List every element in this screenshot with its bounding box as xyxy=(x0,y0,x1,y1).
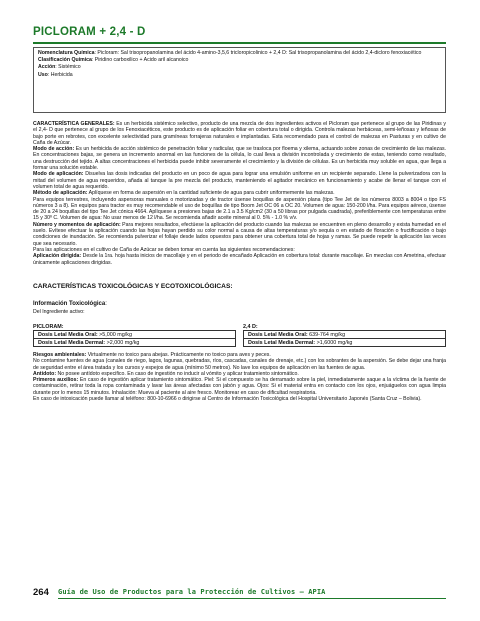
numero-label: Número y momentos de aplicación: xyxy=(33,221,121,228)
uso-label: Uso xyxy=(38,71,48,78)
antidoto-label: Antídoto: xyxy=(33,370,57,377)
guide-title: Guía de Uso de Productos para la Protección de Cultivos – APIA xyxy=(58,588,326,596)
title-underline xyxy=(33,42,446,44)
nomenclatura-value: : Picloram: Sal trisopropanolamina del ácido 4-amino-3,5,6 tricloropicolinico + 2,4 D: Sal trisopropanolamina del ácido 2,4-dicloro fenoxiacético xyxy=(94,50,422,56)
auxilios-label: Primeros auxilios: xyxy=(33,377,79,384)
riesgos-detail-paragraph: No contamine fuentes de agua (canales de riego, lagos, lagunas, quebradas, ríos, cascadas, canales de drenaje, etc.) con los sobrantes de la aspersión. Se debe dejar una franja de seguridad entre el área tratada y los cursos y espejos de agua (mínimo 50 metros). No lave los equipos de aplicación en las fuentes de agua. xyxy=(33,358,446,371)
nomenclatura-row xyxy=(38,50,441,57)
page-title: PICLORAM + 2,4 - D xyxy=(33,26,146,38)
tox-section-title: CARACTERÍSTICAS TOXICOLÓGICAS Y ECOTOXICOLÓGICAS: xyxy=(33,283,233,290)
metodo-detail-paragraph: Para equipos terrestres, incluyendo aspersoras manuales o motorizadas y de tractor úsense boquillas de aspersión plana (tipo Tee Jet de los números 8003 a 8004 o tipo FS números 3 a 8). En equipos para tractor es muy recomendable el uso de boquillas de tipo Boom Jet OC 06 a OC 20. Volumen de agua: 150-200 l/ha. Para equipos aéreos, úsense de 20 a 24 boquillas del tipo Tee Jet cónica 4664. Aplíquese a presiones bajas de 2.1 a 3.5 Kg/cm2 (30 a 50 libras por pulgada cuadrada), preferiblemente con temperaturas entre 15 y 30º C. Volumen de agua: No usar menos de 12 l/ha. Se recomienda añadir aceite mineral al 0. 5% - 1.0 % v/v. xyxy=(33,196,446,222)
modo-aplicacion-text: Disuelva las dosis indicadas del producto en un poco de agua para lograr una emulsión uniforme en un recipiente separado. Llene la pulverizadora con la mitad del volumen de agua requeridos, añada al tanque la pre mezcla del producto, manteniendo el agitador mecánico en funcionamiento y acabe de llenar el tanque con el volumen total de agua requerido. xyxy=(33,171,446,190)
intoxicacion-paragraph: En caso de intoxicación puede llamar al teléfono: 800-10-6966 o dirigirse al Centro de Información Toxicológica del Hospital Universitario Japonés (Santa Cruz – Bolivia). xyxy=(33,396,422,403)
clasificacion-row xyxy=(38,57,441,64)
d24-dermal-value: >1,6000 mg/kg xyxy=(315,340,353,346)
picloram-oral-cell xyxy=(33,331,236,339)
picloram-dermal-cell xyxy=(33,339,236,347)
d24-head: 2,4 D: xyxy=(243,323,446,331)
d24-column xyxy=(243,323,446,347)
modo-aplicacion-label: Modo de aplicación: xyxy=(33,171,84,178)
caracteristica-text: Es un herbicida sistémico selectivo, producto de una mezcla de dos ingredientes activos el Picloram que pertenece al grupo de las Piridinas y el 2,4- D que pertenece al grupo de los Fenoxiacéticos, este producto es de aplicación foliar en cobertura total o dirigida. Controla malezas herbáceas, semi-leñosas y leñosas de bajo porte en rebrotes, con excelente selectividad para gramíneas forrajeras naturales e implantadas. Esta recomendado para el control de malezas en Pasturas y en cultivo de Caña de Azúcar. xyxy=(33,121,446,146)
general-characteristics-block xyxy=(33,121,446,266)
page-number: 264 xyxy=(33,587,49,598)
modo-accion-paragraph xyxy=(33,146,446,171)
auxilios-paragraph xyxy=(33,377,446,396)
accion-label: Acción xyxy=(38,64,56,71)
tox-info-title xyxy=(33,301,107,307)
picloram-oral-value: >5,000 mg/kg xyxy=(97,332,132,338)
footer-underline xyxy=(58,598,446,599)
numero-paragraph xyxy=(33,222,446,247)
metodo-text: Aplíquese en forma de aspersión en la cantidad suficiente de agua para cubrir uniformemente las malezas. xyxy=(87,190,335,197)
clasificacion-value: : Piridino carboxilico + Acido aril alcanoico xyxy=(91,57,189,64)
accion-row xyxy=(38,64,441,71)
antidoto-text: No posee antídoto especifico. En caso de ingestión no inducir al vómito y aplicar tratamiento sintomático. xyxy=(56,370,299,377)
uso-value: : Herbicida xyxy=(47,71,73,78)
riesgos-label: Riesgos ambientales: xyxy=(33,352,87,358)
risks-block xyxy=(33,352,446,402)
picloram-dermal-label: Dosis Letal Media Dermal: xyxy=(38,340,106,346)
caracteristica-label: CARACTERÍSTICA GENERALES: xyxy=(33,121,115,127)
nomenclatura-label: Nomenclatura Química xyxy=(38,50,95,56)
uso-row xyxy=(38,72,441,79)
metodo-label: Método de aplicación: xyxy=(33,190,88,197)
d24-oral-label: Dosis Letal Media Oral: xyxy=(248,332,308,338)
picloram-oral-label: Dosis Letal Media Oral: xyxy=(38,332,98,338)
picloram-dermal-value: >2,000 mg/kg xyxy=(105,340,140,346)
riesgos-text: Virtualmente no toxico para abejas. Prácticamente no toxico para aves y peces. xyxy=(86,352,271,358)
modo-accion-label: Modo de acción: xyxy=(33,146,75,153)
numero-text: Para mejores resultados, efectúese la aplicación del producto cuando las malezas se encuentren en pleno desarrollo y exista humedad en el suelo. Evítese efectuar la aplicación cuando las hojas hayan perdido su color normal a causa de altas temperaturas y/o sequía o en estado de floración o fructificación o bajo condiciones de inundación. Se recomienda pulverizar el follaje desde lados opuestos para obtener una cobertura total de hojas y ramas. Se puede repetir la aplicación las veces que sea necesario. xyxy=(33,221,446,247)
tox-info-title-colon: : xyxy=(105,301,107,307)
ingredient-label: Del Ingrediente activo: xyxy=(33,309,85,315)
modo-aplicacion-paragraph xyxy=(33,171,446,190)
auxilios-text: En caso de ingestión aplicar tratamiento sintomático. Piel: Si el compuesto se ha derramado sobre la piel, inmediatamente saque a la víctima de la fuente de contaminación, retirar toda la ropa contaminada y lavar las áreas afectadas con jabón y agua. Ojos: Si el material entra en contacto con los ojos, enjuáguelos con agua limpia durante por lo menos 15 minutos. Inhalación: Mueva al paciente al aire fresco. Monitorear en caso de dificultad respiratoria. xyxy=(33,377,446,396)
numero-detail-paragraph: Para las aplicaciones en el cultivo de Caña de Azúcar se deben tomar en cuenta las siguientes recomendaciones: xyxy=(33,246,295,253)
d24-dermal-cell xyxy=(243,339,446,347)
aplicacion-dirigida-text: Desde la 1ra. hoja hasta inicios de macollaje y en el periodo de encañado Aplicación en cobertura total: durante macollaje. En mezclas con Ametrina, efectuar únicamente aplicaciones dirigidas. xyxy=(33,253,446,266)
tox-info-title-text: Información Toxicológica xyxy=(33,301,106,307)
caracteristica-paragraph xyxy=(33,121,446,146)
d24-oral-value: 639-764 mg/kg xyxy=(307,332,346,338)
clasificacion-label: Clasificación Química xyxy=(38,57,92,64)
d24-oral-cell xyxy=(243,331,446,339)
d24-dermal-label: Dosis Letal Media Dermal: xyxy=(248,340,316,346)
aplicacion-dirigida-paragraph xyxy=(33,253,446,266)
aplicacion-dirigida-label: Aplicación dirigida: xyxy=(33,253,82,260)
picloram-column xyxy=(33,323,236,347)
picloram-head: PICLORAM: xyxy=(33,323,236,331)
product-info-box xyxy=(33,47,446,113)
accion-value: : Sistémico xyxy=(55,64,81,71)
modo-accion-text: Es un herbicida de acción sistémico de penetración foliar y radicular, que se trasloca por floema y xilema, actuando sobre zonas de crecimiento de las malezas. En concentraciones bajas, se genera un incremento anormal en las funciones de la célula, lo cual lleva a división incontrolada y crecimiento de estas, teniendo como resultado, una destrucción del tejido. A altas concentraciones el herbicida puede inhibir severamente el crecimiento y la división de células. Es un herbicida muy soluble en agua, que llega a formar una solución estable. xyxy=(33,146,446,172)
